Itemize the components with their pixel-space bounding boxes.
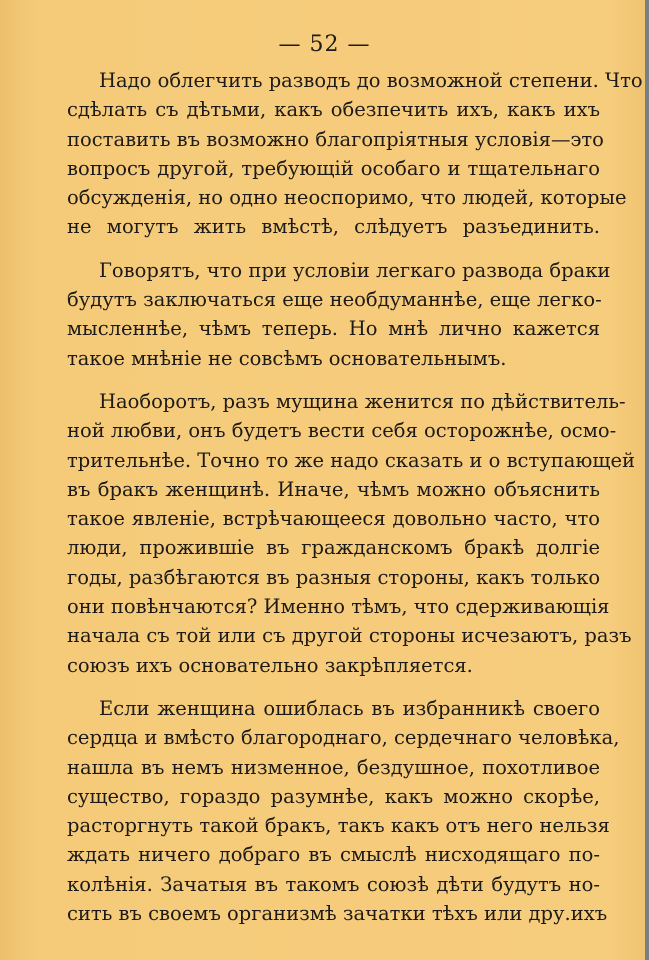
page-number: — 52 — <box>278 32 371 57</box>
text-line: будутъ заключаться еще необдуманнѣе, еще легко- <box>67 288 602 312</box>
paragraph-2 <box>67 256 611 373</box>
text-line: нашла въ немъ низменное, бездушное, похотливое <box>67 755 600 779</box>
text-line: союзъ ихъ основательно закрѣпляется. <box>67 653 473 677</box>
text-line: Наоборотъ, разъ мущина женится по дѣйствитель- <box>99 389 626 413</box>
text-line: вопросъ другой, требующій особаго и тщательнаго <box>67 156 600 180</box>
text-line: такое явленіе, встрѣчающееся довольно часто, что <box>67 507 600 531</box>
text-line: сить въ своемъ организмѣ зачатки тѣхъ или дру.ихъ <box>67 902 608 926</box>
text-line: ждать ничего добраго въ смыслѣ нисходящаго по- <box>67 843 600 867</box>
paragraph-1 <box>67 66 643 242</box>
text-line: они повѣнчаются? Именно тѣмъ, что сдерживающія <box>67 595 610 619</box>
text-line: колѣнія. Зачатыя въ такомъ союзѣ дѣти будутъ но- <box>67 872 600 896</box>
text-line: начала съ той или съ другой стороны исчезаютъ, разъ <box>67 624 632 648</box>
text-line: ной любви, онъ будетъ вести себя осторожнѣе, осмо- <box>67 419 617 443</box>
text-line: мысленнѣе, чѣмъ теперь. Но мнѣ лично кажется <box>67 317 600 341</box>
text-line: расторгнуть такой бракъ, такъ какъ отъ него нельзя <box>67 814 610 838</box>
text-line: не могутъ жить вмѣстѣ, слѣдуетъ разъединить. <box>67 215 600 239</box>
text-line: въ бракъ женщинѣ. Иначе, чѣмъ можно объяснить <box>67 477 600 501</box>
text-line: Надо облегчить разводъ до возможной степени. Что <box>99 69 643 92</box>
text-line: поставить въ возможно благопріятныя условія—это <box>67 127 604 151</box>
text-line: люди, прожившіе въ гражданскомъ бракѣ долгіе <box>67 536 600 560</box>
paragraph-3 <box>67 387 635 680</box>
text-line: обсужденія, но одно неоспоримо, что людей, которые <box>67 186 627 210</box>
text-line: сердца и вмѣсто благороднаго, сердечнаго человѣка, <box>67 726 620 750</box>
text-line: Говорятъ, что при условіи легкаго развода браки <box>99 258 611 282</box>
page-edge <box>645 0 649 960</box>
text-line: существо, гораздо разумнѣе, какъ можно скорѣе, <box>67 784 600 808</box>
text-line: такое мнѣніе не совсѣмъ основательнымъ. <box>67 346 507 370</box>
body-text <box>67 66 643 942</box>
paragraph-4 <box>67 694 620 928</box>
text-line: трительнѣе. Точно то же надо сказать и о вступающей <box>67 448 635 472</box>
text-line: Если женщина ошиблась въ избранникѣ своего <box>99 696 600 720</box>
text-line: годы, разбѣгаются въ разныя стороны, какъ только <box>67 565 601 589</box>
text-line: сдѣлать съ дѣтьми, какъ обезпечить ихъ, какъ ихъ <box>67 98 600 122</box>
